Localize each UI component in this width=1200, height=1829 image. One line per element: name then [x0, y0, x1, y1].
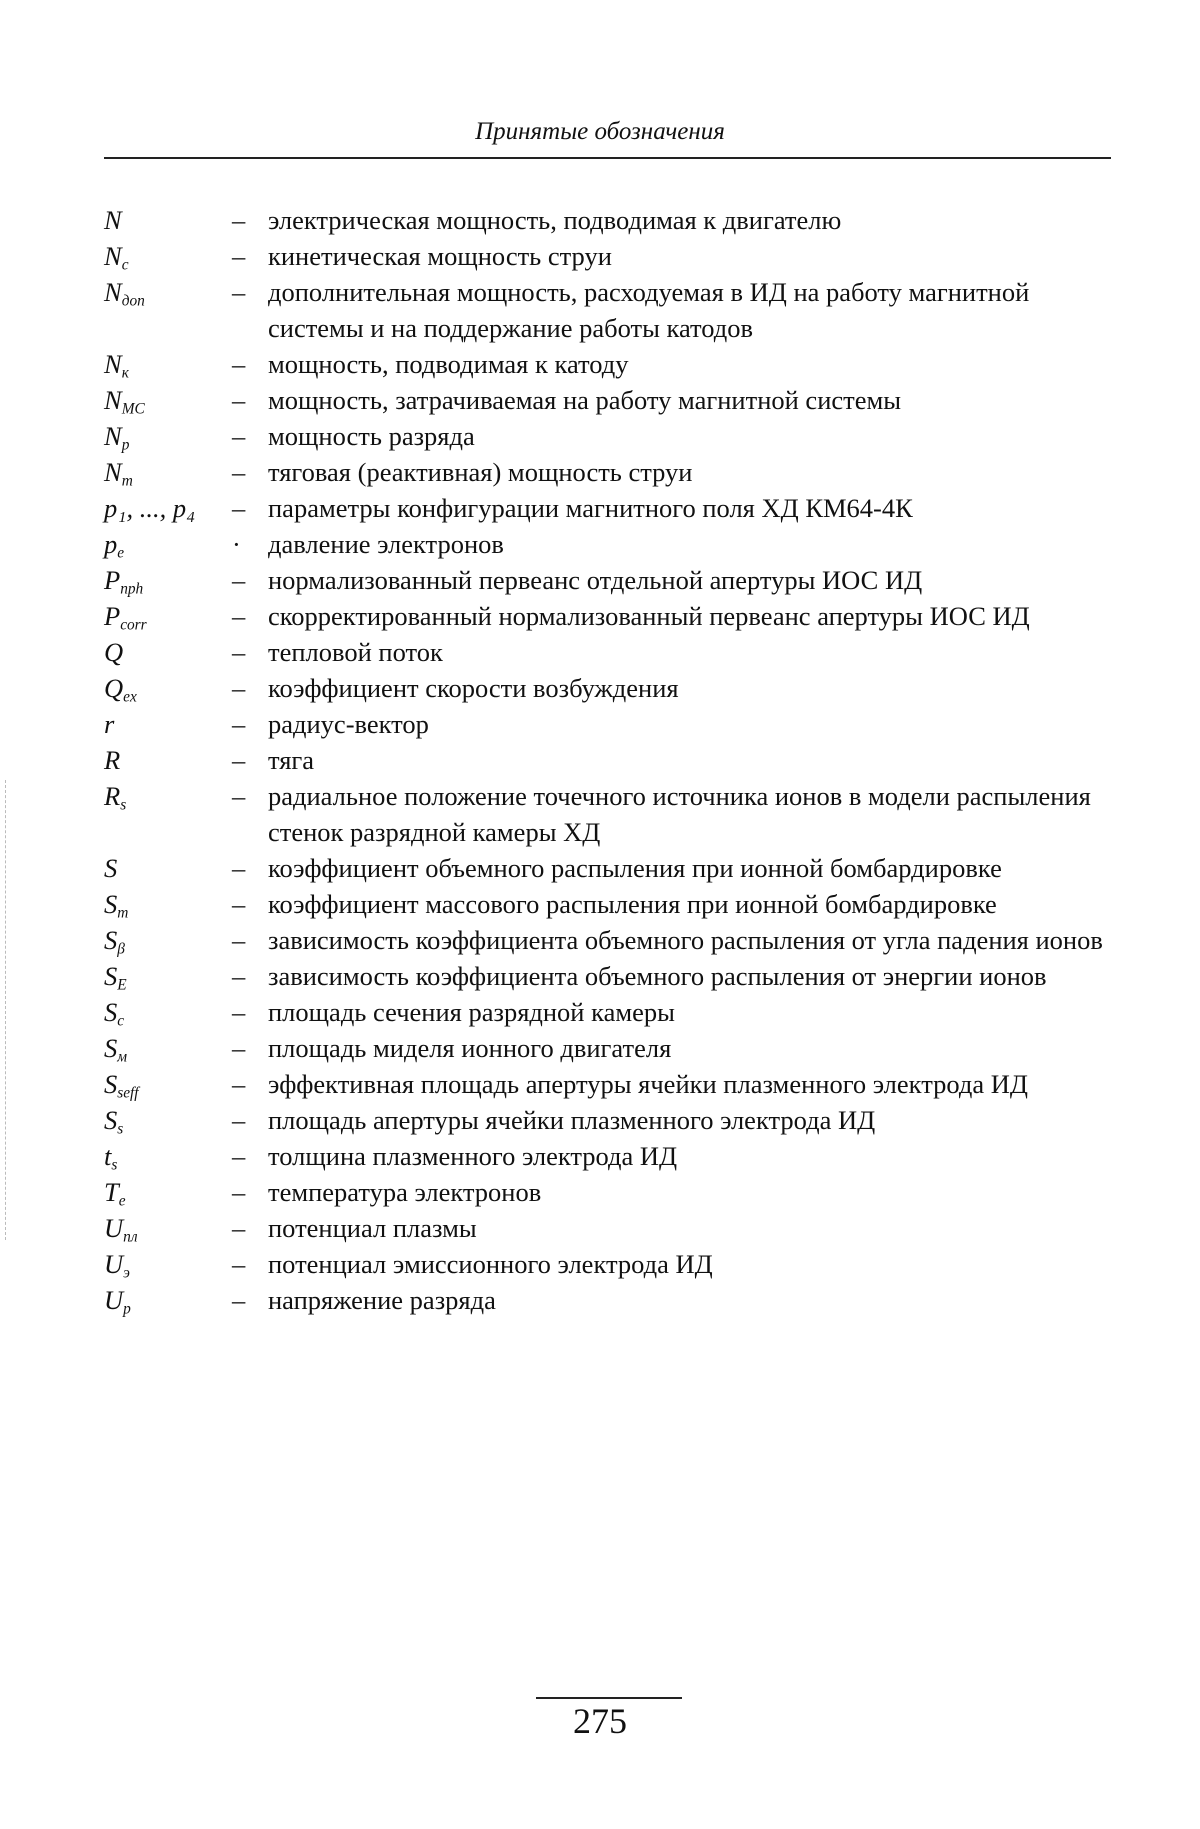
notation-description: зависимость коэффициента объемного распыления от энергии ионов — [268, 961, 1047, 991]
notation-symbol — [104, 1246, 232, 1282]
notation-entry — [104, 670, 1114, 706]
notation-description: коэффициент массового распыления при ионной бомбардировке — [268, 889, 997, 919]
notation-description: мощность, подводимая к катоду — [268, 349, 629, 379]
symbol-subscript: e — [118, 1192, 126, 1210]
symbol-subscript: р — [121, 436, 130, 454]
notation-symbol — [104, 1210, 232, 1246]
notation-entry — [104, 346, 1114, 382]
notation-description: мощность, затрачиваемая на работу магнитной системы — [268, 385, 902, 415]
notation-description: нормализованный первеанс отдельной апертуры ИОС ИД — [268, 565, 923, 595]
symbol-base: P — [104, 601, 121, 631]
entry-dash: – — [232, 1249, 246, 1279]
notation-symbol — [104, 1102, 232, 1138]
notation-symbol — [104, 1174, 232, 1210]
symbol-subscript: e — [117, 544, 125, 562]
notation-entry — [104, 202, 1114, 238]
notation-entry — [104, 1066, 1114, 1102]
symbol-subscript: т — [121, 472, 133, 490]
notation-entry — [104, 1174, 1114, 1210]
symbol-subscript: β — [117, 940, 125, 958]
notation-description: давление электронов — [268, 529, 504, 559]
notation-entry — [104, 382, 1114, 418]
symbol-subscript: seff — [117, 1084, 139, 1102]
entry-dash: – — [232, 961, 246, 991]
notation-description: толщина плазменного электрода ИД — [268, 1141, 678, 1171]
notation-description: мощность разряда — [268, 421, 475, 451]
notation-description: эффективная площадь апертуры ячейки плазменного электрода ИД — [268, 1069, 1028, 1099]
notation-description: скорректированный нормализованный первеанс апертуры ИОС ИД — [268, 601, 1030, 631]
symbol-base: N — [104, 241, 122, 271]
symbol-base: t — [104, 1141, 112, 1171]
symbol-subscript: m — [117, 904, 129, 922]
notation-symbol — [104, 706, 232, 742]
entry-dash: – — [232, 493, 246, 523]
notation-symbol — [104, 382, 232, 418]
entry-dash: – — [232, 421, 246, 451]
notation-description: коэффициент объемного распыления при ионной бомбардировке — [268, 853, 1002, 883]
notation-description: зависимость коэффициента объемного распыления от угла падения ионов — [268, 925, 1103, 955]
symbol-base: P — [104, 565, 121, 595]
notation-symbol — [104, 598, 232, 634]
notation-symbol — [104, 202, 232, 238]
symbol-subscript: МС — [121, 400, 145, 418]
symbol-base: p₁, ..., p₄ — [104, 493, 196, 523]
notation-entry — [104, 526, 1114, 562]
notation-entry — [104, 1030, 1114, 1066]
entry-dash: – — [232, 1033, 246, 1063]
symbol-base: Q — [104, 673, 124, 703]
symbol-subscript: corr — [120, 616, 147, 634]
notation-description: площадь сечения разрядной камеры — [268, 997, 675, 1027]
entry-dash: – — [232, 889, 246, 919]
notation-description: радиальное положение точечного источника ионов в модели распыления стенок разрядной камеры ХД — [268, 781, 1091, 847]
notation-description: электрическая мощность, подводимая к двигателю — [268, 205, 842, 235]
notation-description: площадь апертуры ячейки плазменного электрода ИД — [268, 1105, 876, 1135]
scan-margin-marks — [5, 780, 8, 1240]
notation-symbol — [104, 778, 232, 814]
header-rule — [104, 157, 1111, 159]
entry-dash: – — [232, 925, 246, 955]
notation-symbol — [104, 490, 232, 526]
notation-symbol — [104, 850, 232, 886]
notation-entry — [104, 886, 1114, 922]
notation-entry — [104, 922, 1114, 958]
notation-entry — [104, 274, 1114, 346]
notation-symbol — [104, 922, 232, 958]
notation-symbol — [104, 562, 232, 598]
notation-entry — [104, 490, 1114, 526]
entry-dash: · — [232, 529, 241, 559]
symbol-subscript: s — [111, 1156, 118, 1174]
entry-dash: – — [232, 1285, 246, 1315]
notation-symbol — [104, 886, 232, 922]
notation-entry — [104, 1246, 1114, 1282]
entry-dash: – — [232, 1141, 246, 1171]
notation-entry — [104, 1210, 1114, 1246]
symbol-subscript: к — [121, 364, 129, 382]
notation-description: кинетическая мощность струи — [268, 241, 612, 271]
notation-description: напряжение разряда — [268, 1285, 496, 1315]
notation-entry — [104, 994, 1114, 1030]
entry-dash: – — [232, 457, 246, 487]
notation-description: тяговая (реактивная) мощность струи — [268, 457, 693, 487]
symbol-base: r⃗ — [104, 709, 135, 739]
symbol-subscript: ex — [123, 688, 137, 706]
entry-dash: – — [232, 673, 246, 703]
entry-dash: – — [232, 745, 246, 775]
entry-dash: – — [232, 241, 246, 271]
notation-entry — [104, 598, 1114, 634]
entry-dash: – — [232, 709, 246, 739]
entry-dash: – — [232, 601, 246, 631]
notation-entry — [104, 706, 1114, 742]
symbol-subscript: р — [123, 1300, 131, 1318]
symbol-base: p — [104, 529, 118, 559]
running-head: Принятые обозначения — [475, 118, 725, 145]
entry-dash: – — [232, 853, 246, 883]
entry-dash: – — [232, 1105, 246, 1135]
entry-dash: – — [232, 205, 246, 235]
symbol-base: U — [104, 1213, 124, 1243]
symbol-base: S — [104, 1033, 118, 1063]
entry-dash: – — [232, 997, 246, 1027]
notation-symbol — [104, 670, 232, 706]
symbol-subscript: c — [117, 1012, 125, 1030]
symbol-subscript: пл — [123, 1228, 138, 1246]
notation-description: параметры конфигурации магнитного поля ХД КМ64-4К — [268, 493, 913, 523]
notation-symbol — [104, 994, 232, 1030]
symbol-subscript: nph — [120, 580, 144, 598]
notation-symbol — [104, 1138, 232, 1174]
symbol-base: Q — [104, 637, 124, 667]
entry-dash: – — [232, 385, 246, 415]
footer-rule — [536, 1697, 682, 1699]
notation-description: дополнительная мощность, расходуемая в ИД на работу магнитной системы и на поддержание работы катодов — [268, 277, 1030, 343]
symbol-base: N — [104, 349, 122, 379]
symbol-base: T — [104, 1177, 119, 1207]
symbol-subscript: э — [123, 1264, 130, 1282]
notation-symbol — [104, 238, 232, 274]
notation-symbol — [104, 634, 232, 670]
notation-entry — [104, 418, 1114, 454]
symbol-base: S — [104, 853, 118, 883]
notation-symbol — [104, 1282, 232, 1318]
notation-entry — [104, 742, 1114, 778]
symbol-subscript: s — [117, 1120, 124, 1138]
entry-dash: – — [232, 1069, 246, 1099]
notation-description: радиус-вектор — [268, 709, 429, 739]
symbol-base: R — [104, 745, 121, 775]
symbol-base: R — [104, 781, 121, 811]
symbol-base: S — [104, 961, 118, 991]
symbol-base: N — [104, 385, 122, 415]
notation-entry — [104, 454, 1114, 490]
notation-entry — [104, 238, 1114, 274]
notation-symbol — [104, 346, 232, 382]
symbol-base: N — [104, 421, 122, 451]
entry-dash: – — [232, 637, 246, 667]
symbol-base: S — [104, 889, 118, 919]
symbol-base: S — [104, 1069, 118, 1099]
symbol-base: S — [104, 925, 118, 955]
symbol-base: S — [104, 1105, 118, 1135]
symbol-base: S — [104, 997, 118, 1027]
notation-entry — [104, 1138, 1114, 1174]
notation-list — [104, 202, 1114, 1318]
notation-symbol — [104, 742, 232, 778]
symbol-base: N — [104, 277, 122, 307]
notation-entry — [104, 850, 1114, 886]
notation-symbol — [104, 1030, 232, 1066]
symbol-base: N — [104, 205, 122, 235]
symbol-base: U — [104, 1285, 124, 1315]
notation-entry — [104, 634, 1114, 670]
notation-symbol — [104, 1066, 232, 1102]
notation-description: тяга — [268, 745, 315, 775]
notation-description: площадь миделя ионного двигателя — [268, 1033, 672, 1063]
notation-symbol — [104, 454, 232, 490]
notation-symbol — [104, 526, 232, 562]
symbol-base: U — [104, 1249, 124, 1279]
entry-dash: – — [232, 1213, 246, 1243]
notation-symbol — [104, 418, 232, 454]
entry-dash: – — [232, 349, 246, 379]
notation-description: тепловой поток — [268, 637, 443, 667]
notation-description: потенциал эмиссионного электрода ИД — [268, 1249, 713, 1279]
page-number: 275 — [573, 1701, 627, 1741]
entry-dash: – — [232, 565, 246, 595]
notation-symbol — [104, 274, 232, 310]
notation-entry — [104, 958, 1114, 994]
symbol-subscript: E — [117, 976, 127, 994]
symbol-subscript: доп — [121, 292, 145, 310]
notation-description: потенциал плазмы — [268, 1213, 477, 1243]
notation-symbol — [104, 958, 232, 994]
symbol-subscript: c — [121, 256, 129, 274]
entry-dash: – — [232, 1177, 246, 1207]
entry-dash: – — [232, 277, 246, 307]
notation-entry — [104, 1102, 1114, 1138]
entry-dash: – — [232, 781, 246, 811]
notation-description: коэффициент скорости возбуждения — [268, 673, 679, 703]
symbol-subscript: м — [117, 1048, 128, 1066]
symbol-base: N — [104, 457, 122, 487]
symbol-subscript: s — [120, 796, 127, 814]
notation-entry — [104, 1282, 1114, 1318]
notation-entry — [104, 778, 1114, 850]
notation-description: температура электронов — [268, 1177, 542, 1207]
notation-entry — [104, 562, 1114, 598]
